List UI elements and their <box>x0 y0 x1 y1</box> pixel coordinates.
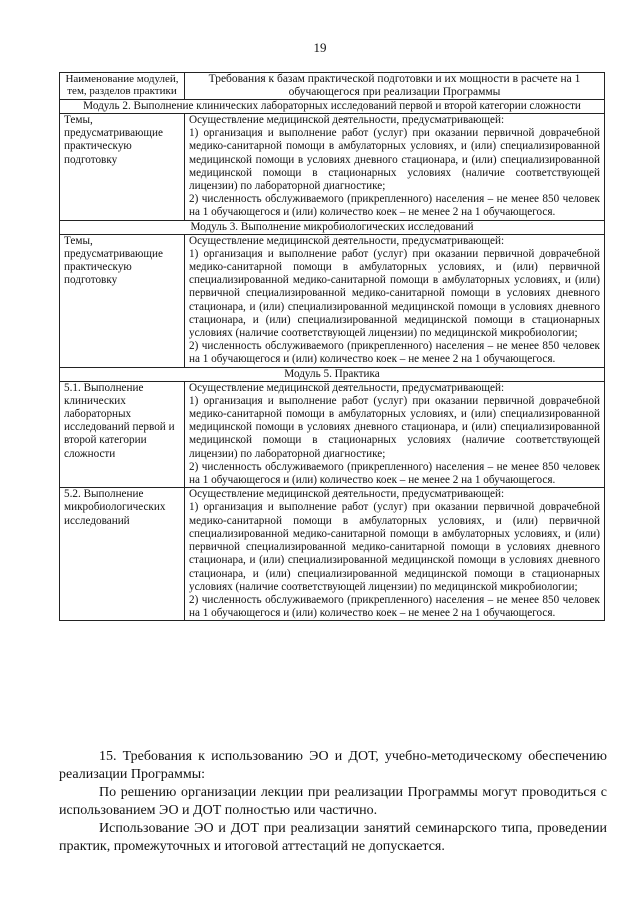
table-row <box>60 488 605 621</box>
body-paragraph: Использование ЭО и ДОТ при реализации занятий семинарского типа, проведении практик, промежуточных и итоговой аттестаций не допускается. <box>59 821 607 854</box>
row-name: 5.1. Выполнение клинических лабораторных исследований первой и второй категории сложности <box>60 381 185 488</box>
table-row <box>60 234 605 367</box>
requirement-paragraph: 1) организация и выполнение работ (услуг) при оказании первичной доврачебной медико-санитарной помощи в амбулаторных условиях, и (или) специализированной медицинской помощи в условиях дневного стационара, и (или) специализированной медицинской помощи в стационарных условиях (наличие соответствующей лицензии) по лабораторной диагностике; <box>189 394 600 460</box>
requirement-paragraph: 1) организация и выполнение работ (услуг) при оказании первичной доврачебной медико-санитарной помощи в амбулаторных условиях, и (или) первичной специализированной медико-санитарной помощи в амбулаторных условиях, и (или) первичной специализированной медико-санитарной помощи в условиях дневного стационара, и (или) специализированной медицинской помощи в условиях дневного стационара, и (или) специализированной медицинской помощи в стационарных условиях (наличие соответствующей лицензии) по медицинской микробиологии; <box>189 247 600 340</box>
requirement-paragraph: Осуществление медицинской деятельности, предусматривающей: <box>189 114 505 126</box>
requirement-paragraph: 2) численность обслуживаемого (прикрепленного) населения – не менее 850 человек на 1 обучающегося и (или) количество коек – не менее 2 на 1 обучающегося. <box>189 340 600 366</box>
section-15-text <box>59 748 607 856</box>
table-row <box>60 114 605 221</box>
requirements-table <box>59 72 605 621</box>
row-name: Темы, предусматривающие практическую подготовку <box>60 234 185 367</box>
requirement-paragraph: Осуществление медицинской деятельности, предусматривающей: <box>189 234 505 247</box>
body-paragraph: По решению организации лекции при реализации Программы могут проводиться с использованием ЭО и ДОТ полностью или частично. <box>59 785 607 818</box>
module-title: Модуль 5. Практика <box>60 367 605 381</box>
header-col-name: Наименование модулей, тем, разделов практики <box>60 73 185 100</box>
row-requirements <box>185 488 605 621</box>
row-requirements <box>185 381 605 488</box>
requirement-paragraph: 2) численность обслуживаемого (прикрепленного) населения – не менее 850 человек на 1 обучающегося и (или) количество коек – не менее 2 на 1 обучающегося. <box>189 460 600 487</box>
module-title: Модуль 2. Выполнение клинических лабораторных исследований первой и второй категории сложности <box>60 100 605 114</box>
header-col-requirements: Требования к базам практической подготовки и их мощности в расчете на 1 обучающегося при реализации Программы <box>185 73 605 100</box>
module-row <box>60 367 605 381</box>
module-row <box>60 100 605 114</box>
requirement-paragraph: Осуществление медицинской деятельности, предусматривающей: <box>189 381 505 394</box>
requirement-paragraph: 2) численность обслуживаемого (прикрепленного) населения – не менее 850 человек на 1 обучающегося и (или) количество коек – не менее 2 на 1 обучающегося. <box>189 193 600 219</box>
requirement-paragraph: 2) численность обслуживаемого (прикрепленного) населения – не менее 850 человек на 1 обучающегося и (или) количество коек – не менее 2 на 1 обучающегося. <box>189 593 600 620</box>
module-row <box>60 220 605 234</box>
page-number: 19 <box>313 40 327 55</box>
section-heading: 15. Требования к использованию ЭО и ДОТ, учебно-методическому обеспечению реализации Программы: <box>59 749 607 782</box>
requirement-paragraph: Осуществление медицинской деятельности, предусматривающей: <box>189 488 505 501</box>
row-requirements <box>185 114 605 221</box>
requirement-paragraph: 1) организация и выполнение работ (услуг) при оказании первичной доврачебной медико-санитарной помощи в амбулаторных условиях, и (или) специализированной медицинской помощи в условиях дневного стационара, и (или) специализированной медицинской помощи в стационарных условиях (наличие соответствующей лицензии) по лабораторной диагностике; <box>189 127 600 193</box>
table-header-row <box>60 73 605 100</box>
row-requirements <box>185 234 605 367</box>
table-row <box>60 381 605 488</box>
row-name: 5.2. Выполнение микробиологических исследований <box>60 488 185 621</box>
row-name: Темы, предусматривающие практическую подготовку <box>60 114 185 221</box>
requirement-paragraph: 1) организация и выполнение работ (услуг) при оказании первичной доврачебной медико-санитарной помощи в амбулаторных условиях, и (или) первичной специализированной медико-санитарной помощи в амбулаторных условиях, и (или) первичной специализированной медико-санитарной помощи в условиях дневного стационара, и (или) специализированной медицинской помощи в условиях дневного стационара, и (или) специализированной медицинской помощи в стационарных условиях (наличие соответствующей лицензии) по медицинской микробиологии; <box>189 501 600 593</box>
module-title: Модуль 3. Выполнение микробиологических исследований <box>60 220 605 234</box>
